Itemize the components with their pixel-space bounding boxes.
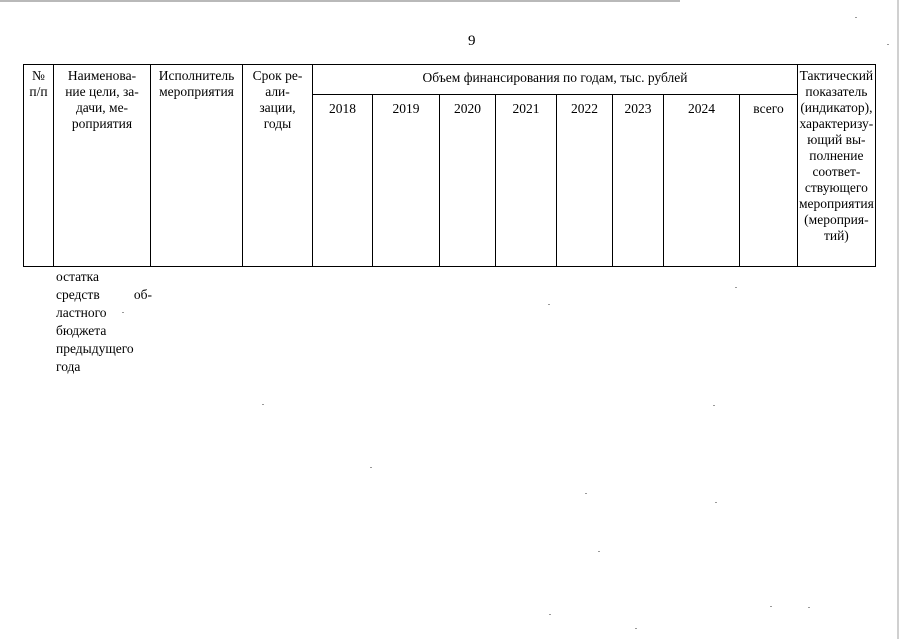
header-financing: Объем финансирования по годам, тыс. рублей: [313, 65, 798, 95]
header-total: всего: [740, 95, 798, 267]
financing-table: [23, 64, 876, 267]
header-year-2021: 2021: [496, 95, 557, 267]
continuation-text: остатка средств об- ластного бюджета предыдущего года: [56, 269, 152, 374]
header-year-2019: 2019: [373, 95, 440, 267]
header-year-2020: 2020: [440, 95, 496, 267]
scan-right-edge: [897, 0, 899, 639]
header-year-2022: 2022: [557, 95, 613, 267]
page-number: 9: [468, 33, 476, 49]
header-term: Срок ре- али- зации, годы: [243, 65, 313, 267]
header-year-2018: 2018: [313, 95, 373, 267]
header-executor: Исполнитель мероприятия: [151, 65, 243, 267]
header-name: Наименова- ние цели, за- дачи, ме- роприятия: [54, 65, 151, 267]
header-year-2023: 2023: [613, 95, 664, 267]
header-number: № п/п: [24, 65, 54, 267]
header-indicator: Тактический показатель (индикатор), характеризу- ющий вы- полнение соответ- ствующего мероприятия (мероприя- тий): [798, 65, 876, 267]
header-year-2024: 2024: [664, 95, 740, 267]
scan-top-edge: [0, 0, 680, 2]
